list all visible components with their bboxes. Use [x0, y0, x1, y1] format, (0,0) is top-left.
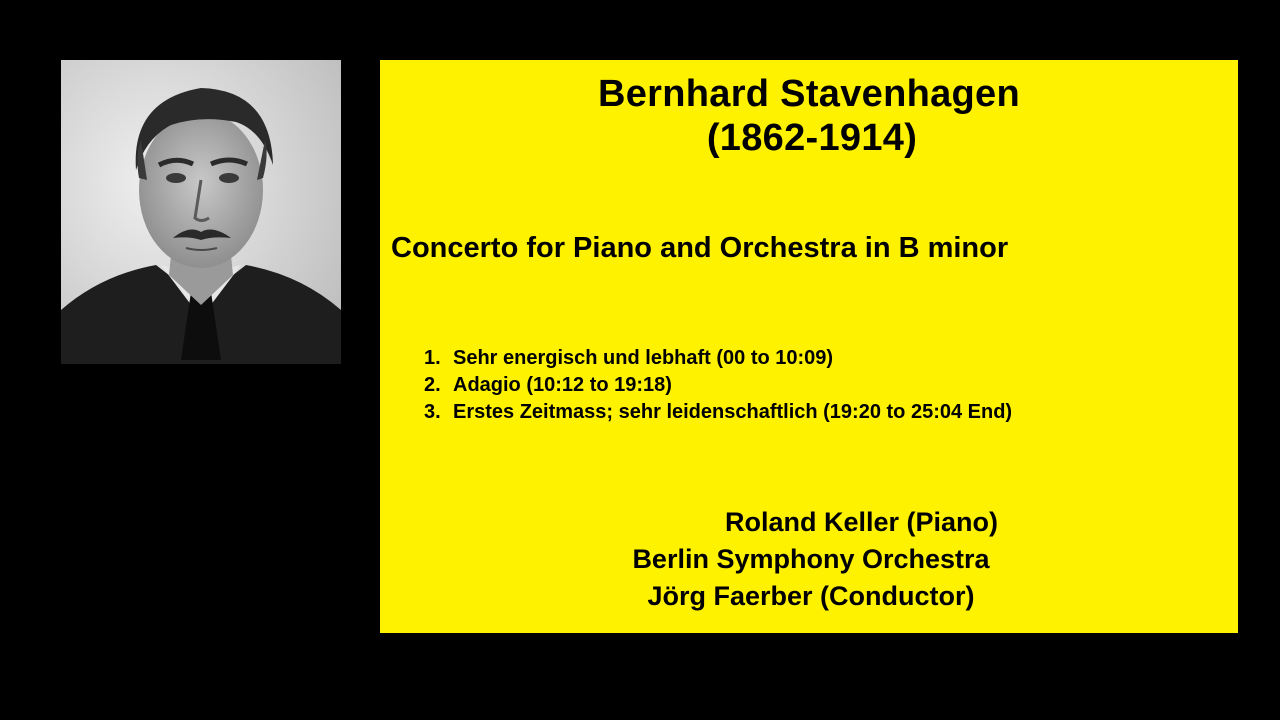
composer-dates: (1862-1914): [706, 117, 918, 159]
movement-text: Adagio (10:12 to 19:18): [453, 374, 672, 396]
performers-block: [380, 504, 1238, 615]
composer-portrait: [61, 60, 341, 364]
composer-heading: [380, 72, 1238, 160]
movement-number: 1.: [424, 347, 441, 369]
movement-text: Erstes Zeitmass; sehr leidenschaftlich (19:20 to 25:04 End): [453, 401, 1013, 423]
list-item: [424, 399, 1012, 426]
movement-list: [424, 345, 1012, 426]
portrait-photo-image: [61, 60, 341, 364]
info-panel: [380, 60, 1238, 633]
composer-name: Bernhard Stavenhagen: [598, 73, 1020, 115]
work-title: Concerto for Piano and Orchestra in B minor: [391, 232, 1009, 264]
movement-number: 3.: [424, 401, 441, 423]
conductor-credit: Jörg Faerber (Conductor): [647, 581, 975, 611]
list-item: [424, 345, 1012, 372]
list-item: [424, 372, 1012, 399]
movement-number: 2.: [424, 374, 441, 396]
soloist-credit: Roland Keller (Piano): [724, 507, 999, 537]
orchestra-credit: Berlin Symphony Orchestra: [632, 544, 990, 574]
movement-text: Sehr energisch und lebhaft (00 to 10:09): [453, 347, 834, 369]
